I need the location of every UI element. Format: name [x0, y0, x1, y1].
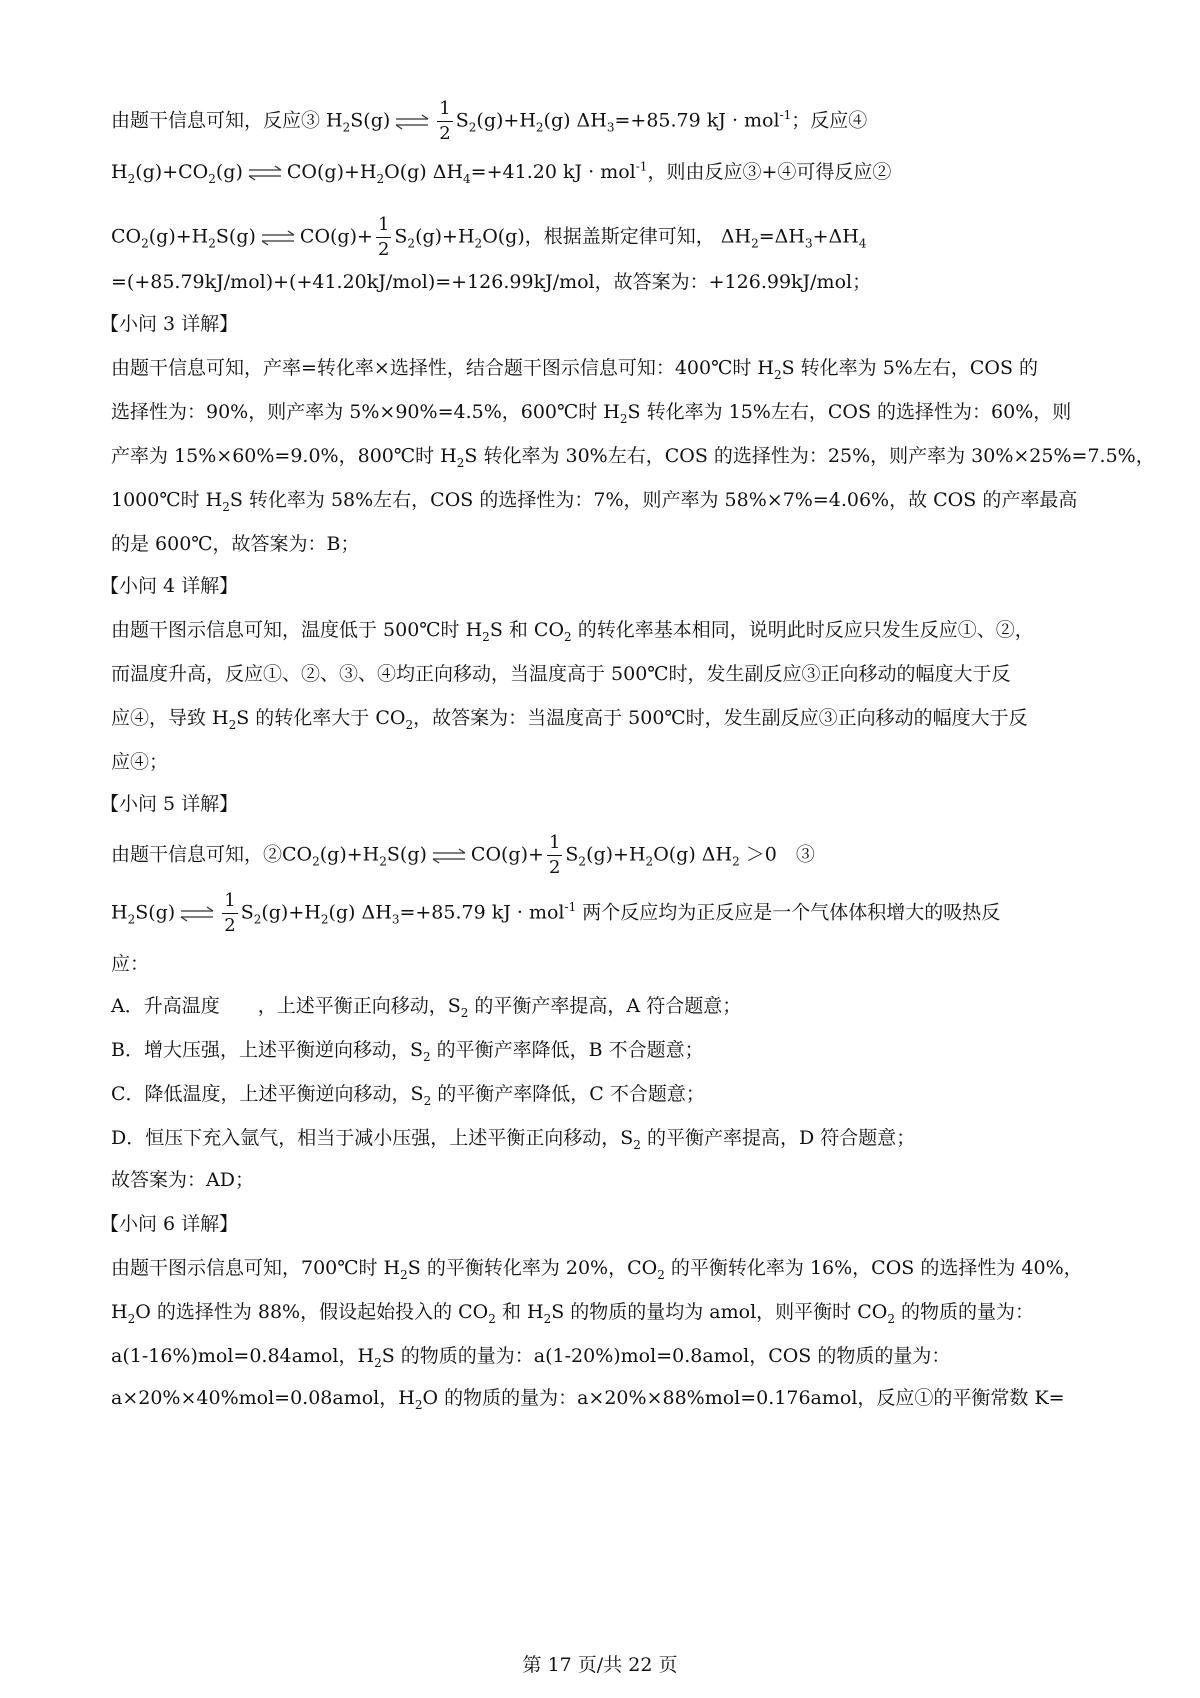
text-line: C．降低温度，上述平衡逆向移动，$S_2$ 的平衡产率降低，C 不合题意；	[111, 1083, 705, 1108]
text-line: 产率为 15%×60%=9.0%，800℃时 $H_2S$ 转化率为 30%左右，COS 的选择性为：25%，则产率为 30%×25%=7.5%，	[111, 445, 1155, 470]
equilibrium-arrow-icon	[394, 113, 430, 131]
section-heading: 【小问 6 详解】	[100, 1213, 239, 1235]
text-line: $H_2S(g)$ $\frac{1}{2}$ $S_2(g)+H_2(g)$ $\Delta H_3=+85.79$ kJ · mol$^{-1}$ 两个反应均为正反应是一个气体体积增大的吸热反	[111, 890, 1001, 936]
text-line: =(+85.79kJ/mol)+(+41.20kJ/mol)=+126.99kJ/mol，故答案为：+126.99kJ/mol；	[111, 271, 872, 293]
text-line: A．升高温度 ，上述平衡正向移动，$S_2$ 的平衡产率提高，A 符合题意；	[111, 995, 742, 1020]
text-line: 由题干信息可知，$②CO_2(g)+H_2S(g)$ CO(g)+ $\frac{1}{2}$ $S_2(g)+H_2O(g)$ $\Delta H_2 >0$ ③	[111, 832, 815, 878]
fraction: $\frac{1}{2}$	[548, 832, 561, 878]
fraction: $\frac{1}{2}$	[224, 890, 236, 936]
text-line: 应④；	[111, 751, 169, 773]
text-line: $CO_2(g)+H_2S(g)$ CO(g)+ $\frac{1}{2}$ $S_2(g)+H_2O(g)$，根据盖斯定律可知， $\Delta H_2=\Delta H_3+\Delta H_4$	[111, 214, 867, 260]
fraction: $\frac{1}{2}$	[377, 214, 390, 260]
text-line: $H_2O$ 的选择性为 88%，假设起始投入的 $CO_2$ 和 $H_2S$ 的物质的量均为 amol，则平衡时 $CO_2$ 的物质的量为：	[111, 1301, 1035, 1326]
text-line: 故答案为：AD；	[111, 1169, 254, 1191]
text-line: 的是 600℃，故答案为：B；	[111, 533, 360, 555]
text-line: 由题干图示信息可知，700℃时 $H_2S$ 的平衡转化率为 20%，$CO_2$ 的平衡转化率为 16%，COS 的选择性为 40%，	[111, 1257, 1083, 1282]
text-line: a×20%×40%mol=0.08amol，$H_2O$ 的物质的量为：a×20%×88%mol=0.176amol，反应①的平衡常数 K=	[111, 1387, 1065, 1412]
text-line: 而温度升高，反应①、②、③、④均正向移动，当温度高于 500℃时，发生副反应③正向移动的幅度大于反	[111, 663, 1011, 685]
fraction: $\frac{1}{2}$	[439, 98, 451, 144]
equilibrium-arrow-icon	[179, 905, 215, 923]
text-line: 由题干信息可知，反应③ $H_2S(g)$ $\frac{1}{2}$ $S_2(g)+H_2(g)$ $\Delta H_3=+85.79$ kJ · mol$^{-1}$；反应④	[111, 98, 868, 144]
text-line: 应：	[111, 953, 150, 975]
section-heading: 【小问 4 详解】	[100, 575, 239, 597]
section-heading: 【小问 5 详解】	[100, 793, 239, 815]
text-line: D．恒压下充入氩气，相当于减小压强，上述平衡正向移动，$S_2$ 的平衡产率提高，D 符合题意；	[111, 1127, 916, 1152]
text-line: B．增大压强，上述平衡逆向移动，$S_2$ 的平衡产率降低，B 不合题意；	[111, 1039, 704, 1064]
equilibrium-arrow-icon	[260, 229, 296, 247]
text-line: 由题干信息可知，产率=转化率×选择性，结合题干图示信息可知：400℃时 $H_2S$ 转化率为 5%左右，COS 的	[111, 357, 1039, 382]
page-footer: 第 17 页/共 22 页	[522, 1654, 678, 1676]
equilibrium-arrow-icon	[431, 847, 467, 865]
text-line: a(1-16%)mol=0.84amol，$H_2S$ 的物质的量为：a(1-20%)mol=0.8amol，COS 的物质的量为：	[111, 1345, 951, 1370]
text-line: 应④，导致 $H_2S$ 的转化率大于 $CO_2$，故答案为：当温度高于 500℃时，发生副反应③正向移动的幅度大于反	[111, 707, 1028, 732]
equilibrium-arrow-icon	[247, 164, 283, 182]
section-heading: 【小问 3 详解】	[100, 313, 239, 335]
text-line: 选择性为：90%，则产率为 5%×90%=4.5%，600℃时 $H_2S$ 转化率为 15%左右，COS 的选择性为：60%，则	[111, 401, 1072, 426]
text-line: 1000℃时 $H_2S$ 转化率为 58%左右，COS 的选择性为：7%，则产率为 58%×7%=4.06%，故 COS 的产率最高	[111, 489, 1078, 514]
text-line: 由题干图示信息可知，温度低于 500℃时 $H_2S$ 和 $CO_2$ 的转化率基本相同，说明此时反应只发生反应①、②，	[111, 619, 1034, 644]
text-line: $H_2(g)+CO_2(g)$ $CO(g)+H_2O(g)$ $\Delta H_4=+41.20$ kJ · mol$^{-1}$，则由反应③+④可得反应②	[111, 159, 892, 186]
